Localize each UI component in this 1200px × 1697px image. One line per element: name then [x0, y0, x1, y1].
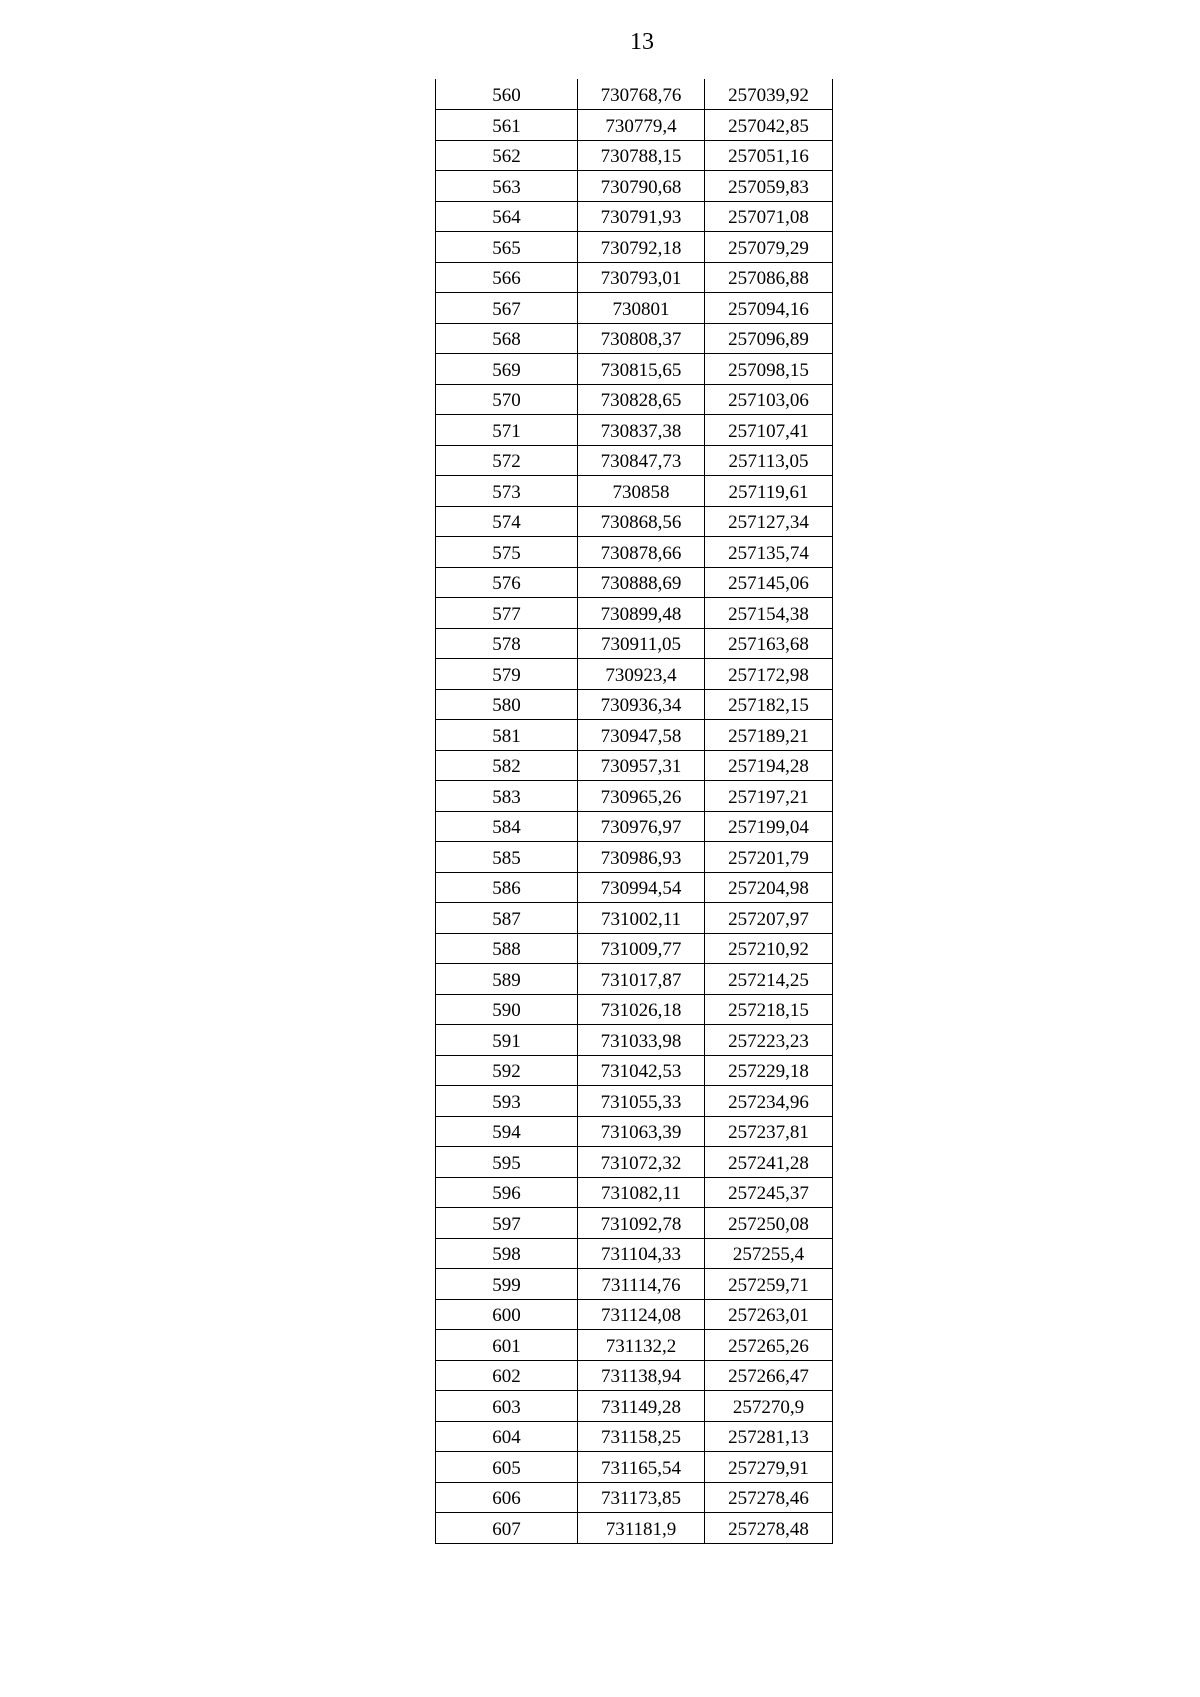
table-row — [436, 445, 833, 476]
x-coordinate-cell: 730947,58 — [578, 720, 705, 751]
table-row — [436, 1452, 833, 1483]
point-number-cell: 597 — [436, 1208, 578, 1239]
table-row — [436, 171, 833, 202]
point-number-cell: 574 — [436, 506, 578, 537]
x-coordinate-cell: 730858 — [578, 476, 705, 507]
table-row — [436, 811, 833, 842]
table-row — [436, 1086, 833, 1117]
y-coordinate-cell: 257266,47 — [705, 1360, 833, 1391]
x-coordinate-cell: 730868,56 — [578, 506, 705, 537]
x-coordinate-cell: 731132,2 — [578, 1330, 705, 1361]
y-coordinate-cell: 257119,61 — [705, 476, 833, 507]
table-row — [436, 659, 833, 690]
table-row — [436, 1513, 833, 1544]
y-coordinate-cell: 257241,28 — [705, 1147, 833, 1178]
x-coordinate-cell: 731042,53 — [578, 1055, 705, 1086]
y-coordinate-cell: 257199,04 — [705, 811, 833, 842]
point-number-cell: 591 — [436, 1025, 578, 1056]
x-coordinate-cell: 731026,18 — [578, 994, 705, 1025]
y-coordinate-cell: 257197,21 — [705, 781, 833, 812]
x-coordinate-cell: 730791,93 — [578, 201, 705, 232]
table-row — [436, 140, 833, 171]
table-row — [436, 232, 833, 263]
point-number-cell: 589 — [436, 964, 578, 995]
y-coordinate-cell: 257214,25 — [705, 964, 833, 995]
point-number-cell: 577 — [436, 598, 578, 629]
point-number-cell: 584 — [436, 811, 578, 842]
table-row — [436, 1391, 833, 1422]
table-row — [436, 1147, 833, 1178]
point-number-cell: 592 — [436, 1055, 578, 1086]
x-coordinate-cell: 731158,25 — [578, 1421, 705, 1452]
point-number-cell: 581 — [436, 720, 578, 751]
y-coordinate-cell: 257237,81 — [705, 1116, 833, 1147]
x-coordinate-cell: 730837,38 — [578, 415, 705, 446]
point-number-cell: 599 — [436, 1269, 578, 1300]
x-coordinate-cell: 731072,32 — [578, 1147, 705, 1178]
table-row — [436, 537, 833, 568]
x-coordinate-cell: 731009,77 — [578, 933, 705, 964]
table-row — [436, 293, 833, 324]
x-coordinate-cell: 731063,39 — [578, 1116, 705, 1147]
point-number-cell: 593 — [436, 1086, 578, 1117]
x-coordinate-cell: 731165,54 — [578, 1452, 705, 1483]
x-coordinate-cell: 731082,11 — [578, 1177, 705, 1208]
x-coordinate-cell: 730793,01 — [578, 262, 705, 293]
table-row — [436, 323, 833, 354]
y-coordinate-cell: 257281,13 — [705, 1421, 833, 1452]
x-coordinate-cell: 730779,4 — [578, 110, 705, 141]
x-coordinate-cell: 731138,94 — [578, 1360, 705, 1391]
table-row — [436, 1055, 833, 1086]
y-coordinate-cell: 257172,98 — [705, 659, 833, 690]
table-row — [436, 964, 833, 995]
point-number-cell: 583 — [436, 781, 578, 812]
y-coordinate-cell: 257278,46 — [705, 1482, 833, 1513]
table-row — [436, 1208, 833, 1239]
point-number-cell: 564 — [436, 201, 578, 232]
y-coordinate-cell: 257265,26 — [705, 1330, 833, 1361]
table-row — [436, 933, 833, 964]
table-row — [436, 994, 833, 1025]
point-number-cell: 560 — [436, 79, 578, 110]
x-coordinate-cell: 731114,76 — [578, 1269, 705, 1300]
point-number-cell: 580 — [436, 689, 578, 720]
table-row — [436, 903, 833, 934]
point-number-cell: 605 — [436, 1452, 578, 1483]
coordinates-table-body — [436, 79, 833, 1543]
x-coordinate-cell: 730911,05 — [578, 628, 705, 659]
point-number-cell: 598 — [436, 1238, 578, 1269]
x-coordinate-cell: 730828,65 — [578, 384, 705, 415]
y-coordinate-cell: 257223,23 — [705, 1025, 833, 1056]
y-coordinate-cell: 257245,37 — [705, 1177, 833, 1208]
point-number-cell: 601 — [436, 1330, 578, 1361]
point-number-cell: 575 — [436, 537, 578, 568]
x-coordinate-cell: 730790,68 — [578, 171, 705, 202]
coordinates-table — [435, 79, 833, 1544]
table-row — [436, 384, 833, 415]
x-coordinate-cell: 730808,37 — [578, 323, 705, 354]
table-row — [436, 1116, 833, 1147]
y-coordinate-cell: 257145,06 — [705, 567, 833, 598]
point-number-cell: 569 — [436, 354, 578, 385]
point-number-cell: 607 — [436, 1513, 578, 1544]
point-number-cell: 579 — [436, 659, 578, 690]
point-number-cell: 606 — [436, 1482, 578, 1513]
table-row — [436, 1299, 833, 1330]
y-coordinate-cell: 257163,68 — [705, 628, 833, 659]
point-number-cell: 562 — [436, 140, 578, 171]
y-coordinate-cell: 257234,96 — [705, 1086, 833, 1117]
y-coordinate-cell: 257042,85 — [705, 110, 833, 141]
point-number-cell: 587 — [436, 903, 578, 934]
y-coordinate-cell: 257086,88 — [705, 262, 833, 293]
point-number-cell: 604 — [436, 1421, 578, 1452]
table-row — [436, 781, 833, 812]
point-number-cell: 588 — [436, 933, 578, 964]
page-number: 13 — [630, 29, 654, 55]
point-number-cell: 590 — [436, 994, 578, 1025]
x-coordinate-cell: 730936,34 — [578, 689, 705, 720]
y-coordinate-cell: 257154,38 — [705, 598, 833, 629]
table-row — [436, 598, 833, 629]
table-row — [436, 1330, 833, 1361]
point-number-cell: 565 — [436, 232, 578, 263]
y-coordinate-cell: 257107,41 — [705, 415, 833, 446]
point-number-cell: 566 — [436, 262, 578, 293]
point-number-cell: 594 — [436, 1116, 578, 1147]
point-number-cell: 572 — [436, 445, 578, 476]
y-coordinate-cell: 257039,92 — [705, 79, 833, 110]
y-coordinate-cell: 257071,08 — [705, 201, 833, 232]
x-coordinate-cell: 730965,26 — [578, 781, 705, 812]
x-coordinate-cell: 731104,33 — [578, 1238, 705, 1269]
x-coordinate-cell: 730923,4 — [578, 659, 705, 690]
point-number-cell: 603 — [436, 1391, 578, 1422]
point-number-cell: 563 — [436, 171, 578, 202]
y-coordinate-cell: 257059,83 — [705, 171, 833, 202]
point-number-cell: 578 — [436, 628, 578, 659]
x-coordinate-cell: 730976,97 — [578, 811, 705, 842]
x-coordinate-cell: 731033,98 — [578, 1025, 705, 1056]
x-coordinate-cell: 730878,66 — [578, 537, 705, 568]
y-coordinate-cell: 257204,98 — [705, 872, 833, 903]
y-coordinate-cell: 257210,92 — [705, 933, 833, 964]
point-number-cell: 573 — [436, 476, 578, 507]
y-coordinate-cell: 257098,15 — [705, 354, 833, 385]
point-number-cell: 595 — [436, 1147, 578, 1178]
x-coordinate-cell: 730847,73 — [578, 445, 705, 476]
table-row — [436, 79, 833, 110]
y-coordinate-cell: 257270,9 — [705, 1391, 833, 1422]
point-number-cell: 570 — [436, 384, 578, 415]
x-coordinate-cell: 731181,9 — [578, 1513, 705, 1544]
point-number-cell: 576 — [436, 567, 578, 598]
table-row — [436, 354, 833, 385]
table-row — [436, 1238, 833, 1269]
y-coordinate-cell: 257263,01 — [705, 1299, 833, 1330]
point-number-cell: 568 — [436, 323, 578, 354]
x-coordinate-cell: 730899,48 — [578, 598, 705, 629]
x-coordinate-cell: 730957,31 — [578, 750, 705, 781]
table-row — [436, 872, 833, 903]
table-row — [436, 567, 833, 598]
table-row — [436, 628, 833, 659]
y-coordinate-cell: 257279,91 — [705, 1452, 833, 1483]
y-coordinate-cell: 257250,08 — [705, 1208, 833, 1239]
x-coordinate-cell: 731092,78 — [578, 1208, 705, 1239]
table-row — [436, 201, 833, 232]
x-coordinate-cell: 731017,87 — [578, 964, 705, 995]
table-row — [436, 1177, 833, 1208]
point-number-cell: 585 — [436, 842, 578, 873]
table-row — [436, 720, 833, 751]
x-coordinate-cell: 730788,15 — [578, 140, 705, 171]
table-row — [436, 1421, 833, 1452]
table-row — [436, 110, 833, 141]
y-coordinate-cell: 257051,16 — [705, 140, 833, 171]
point-number-cell: 582 — [436, 750, 578, 781]
point-number-cell: 586 — [436, 872, 578, 903]
y-coordinate-cell: 257182,15 — [705, 689, 833, 720]
y-coordinate-cell: 257135,74 — [705, 537, 833, 568]
x-coordinate-cell: 730888,69 — [578, 567, 705, 598]
table-row — [436, 506, 833, 537]
table-row — [436, 750, 833, 781]
point-number-cell: 600 — [436, 1299, 578, 1330]
x-coordinate-cell: 731002,11 — [578, 903, 705, 934]
table-row — [436, 1360, 833, 1391]
table-row — [436, 1482, 833, 1513]
point-number-cell: 602 — [436, 1360, 578, 1391]
x-coordinate-cell: 730986,93 — [578, 842, 705, 873]
point-number-cell: 571 — [436, 415, 578, 446]
y-coordinate-cell: 257201,79 — [705, 842, 833, 873]
x-coordinate-cell: 731173,85 — [578, 1482, 705, 1513]
y-coordinate-cell: 257189,21 — [705, 720, 833, 751]
x-coordinate-cell: 730768,76 — [578, 79, 705, 110]
y-coordinate-cell: 257259,71 — [705, 1269, 833, 1300]
y-coordinate-cell: 257094,16 — [705, 293, 833, 324]
y-coordinate-cell: 257194,28 — [705, 750, 833, 781]
x-coordinate-cell: 731149,28 — [578, 1391, 705, 1422]
point-number-cell: 561 — [436, 110, 578, 141]
point-number-cell: 596 — [436, 1177, 578, 1208]
x-coordinate-cell: 731055,33 — [578, 1086, 705, 1117]
y-coordinate-cell: 257079,29 — [705, 232, 833, 263]
y-coordinate-cell: 257207,97 — [705, 903, 833, 934]
x-coordinate-cell: 730815,65 — [578, 354, 705, 385]
y-coordinate-cell: 257096,89 — [705, 323, 833, 354]
table-row — [436, 1269, 833, 1300]
table-row — [436, 689, 833, 720]
table-row — [436, 1025, 833, 1056]
x-coordinate-cell: 730801 — [578, 293, 705, 324]
y-coordinate-cell: 257278,48 — [705, 1513, 833, 1544]
point-number-cell: 567 — [436, 293, 578, 324]
table-row — [436, 476, 833, 507]
y-coordinate-cell: 257218,15 — [705, 994, 833, 1025]
y-coordinate-cell: 257229,18 — [705, 1055, 833, 1086]
y-coordinate-cell: 257255,4 — [705, 1238, 833, 1269]
x-coordinate-cell: 731124,08 — [578, 1299, 705, 1330]
y-coordinate-cell: 257113,05 — [705, 445, 833, 476]
y-coordinate-cell: 257103,06 — [705, 384, 833, 415]
table-row — [436, 262, 833, 293]
table-row — [436, 842, 833, 873]
x-coordinate-cell: 730792,18 — [578, 232, 705, 263]
x-coordinate-cell: 730994,54 — [578, 872, 705, 903]
y-coordinate-cell: 257127,34 — [705, 506, 833, 537]
table-row — [436, 415, 833, 446]
